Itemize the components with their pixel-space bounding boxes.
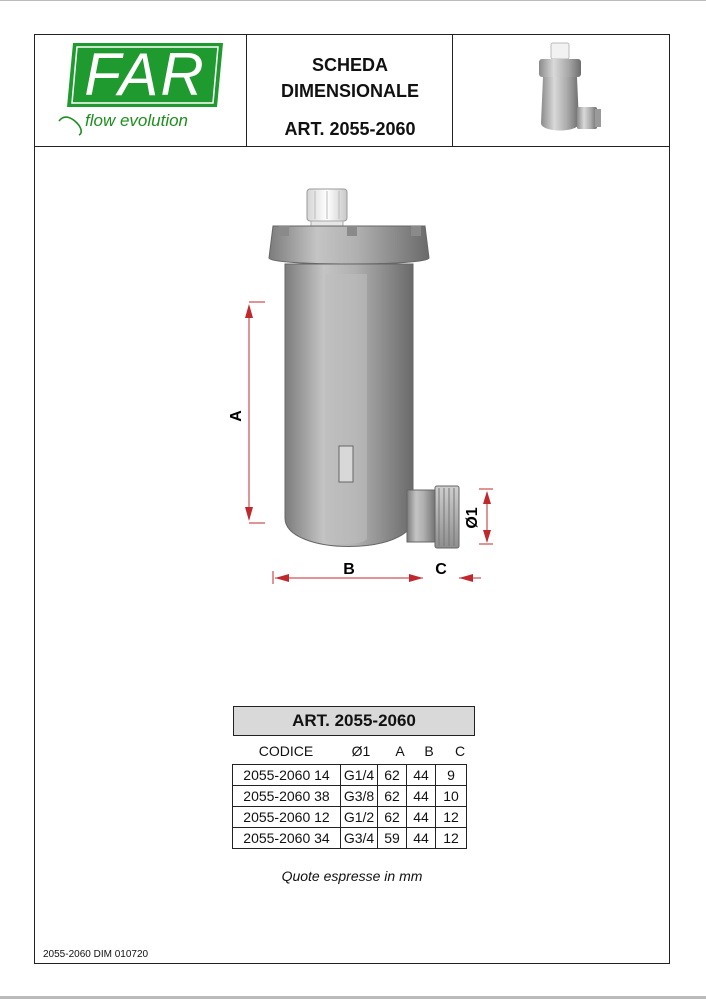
cell-diameter: G3/4 [341,828,378,849]
units-note: Quote espresse in mm [281,868,423,884]
valve-cap [307,189,347,227]
label-b: B [343,561,355,578]
cell-c: 9 [436,765,467,786]
cell-c: 10 [436,786,467,807]
cell-a: 59 [378,828,407,849]
table-title: ART. 2055-2060 [233,706,475,736]
dimensional-drawing [35,146,669,706]
far-brand-mark [339,446,353,482]
page-top-line [0,0,706,1]
col-header-codice: CODICE [258,743,314,759]
title-line-2: DIMENSIONALE [280,81,419,101]
table-row [233,807,467,828]
logo-cell [35,35,247,146]
dimensions-table [232,764,467,849]
title-line-1: SCHEDA [311,55,388,75]
cell-b: 44 [407,765,436,786]
cell-diameter: G1/4 [341,765,378,786]
label-a: A [228,410,245,422]
valve-technical-drawing [35,146,669,706]
label-c: C [435,561,447,578]
label-diameter: Ø1 [464,507,481,529]
cell-codice: 2055-2060 38 [233,786,341,807]
col-header-c: C [454,743,466,759]
far-logo [65,41,225,109]
cell-c: 12 [436,807,467,828]
valve-body [285,264,413,547]
col-header-diameter: Ø1 [351,743,371,759]
table-row [233,765,467,786]
dimension-c [459,574,481,582]
col-header-b: B [424,743,434,759]
cell-diameter: G1/2 [341,807,378,828]
valve-top-ring [269,226,429,264]
title-cell [247,35,453,146]
dimension-a [245,302,265,523]
table-row [233,786,467,807]
document-code: 2055-2060 DIM 010720 [43,949,149,960]
header [35,35,669,147]
cell-codice: 2055-2060 12 [233,807,341,828]
cell-a: 62 [378,765,407,786]
cell-b: 44 [407,807,436,828]
cell-a: 62 [378,786,407,807]
dimension-diameter [479,489,493,544]
cell-b: 44 [407,828,436,849]
table-row [233,828,467,849]
product-photo-cell [453,35,669,146]
logo-text: FAR [84,41,206,108]
air-vent-photo-icon [525,41,605,139]
col-header-a: A [395,743,405,759]
cell-a: 62 [378,807,407,828]
article-number: ART. 2055-2060 [284,119,416,139]
swoosh-icon [57,113,87,137]
cell-c: 12 [436,828,467,849]
valve-side-outlet [407,486,459,548]
cell-codice: 2055-2060 34 [233,828,341,849]
datasheet-frame [34,34,670,964]
logo-tagline: flow evolution [85,111,189,130]
cell-diameter: G3/8 [341,786,378,807]
cell-codice: 2055-2060 14 [233,765,341,786]
cell-b: 44 [407,786,436,807]
